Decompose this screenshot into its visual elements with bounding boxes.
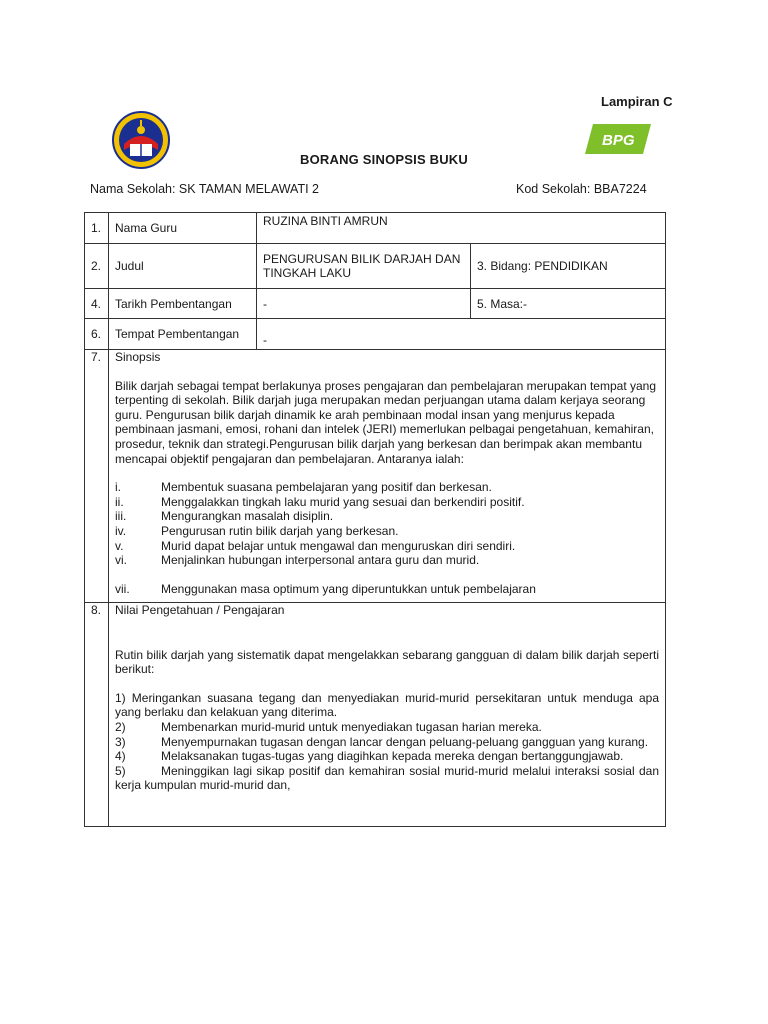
value-tarikh: - bbox=[257, 289, 471, 319]
value-tempat: - bbox=[257, 319, 666, 350]
value-masa: 5. Masa:- bbox=[471, 289, 666, 319]
value-nama-guru: RUZINA BINTI AMRUN bbox=[257, 213, 666, 244]
list-item: 4) Melaksanakan tugas-tugas yang diagihkan kepada mereka dengan bertanggungjawab. bbox=[115, 749, 624, 764]
list-item: i. Membentuk suasana pembelajaran yang positif dan berkesan. bbox=[115, 480, 492, 495]
row-sinopsis bbox=[85, 350, 666, 603]
nilai-paragraph: Rutin bilik darjah yang sistematik dapat mengelakkan sebarang gangguan di dalam bilik darjah seperti berikut: bbox=[115, 647, 659, 677]
sinopsis-paragraph: Bilik darjah sebagai tempat berlakunya proses pengajaran dan pembelajaran merupakan tempat yang terpenting di sekolah. Bilik darjah juga merupakan medan perjuangan utama dalam kerjaya seorang guru. Pengurusan bilik darjah dinamik ke arah pembinaan modal insan yang menjurus kepada pembinaan jasmani, emosi, rohani dan intelek (JERI) memerlukan pelbagai pengetahuan, kemahiran, prosedur, teknik dan strategi.Pengurusan bilik darjah yang berkesan dan berimpak akan membantu mencapai objektif pengajaran dan pembelajaran. Antaranya ialah: bbox=[115, 378, 657, 466]
sinopsis-label: Sinopsis bbox=[115, 350, 161, 364]
nilai-item-1: 1) Meringankan suasana tegang dan menyediakan murid-murid persekitaran untuk menduga apa yang berlaku dan kelakuan yang diterima. bbox=[115, 690, 659, 720]
nilai-label: Nilai Pengetahuan / Pengajaran bbox=[115, 603, 285, 617]
list-item: vii. Menggunakan masa optimum yang diperuntukkan untuk pembelajaran bbox=[115, 581, 536, 596]
form-title: BORANG SINOPSIS BUKU bbox=[300, 152, 468, 167]
row-number: 1. bbox=[85, 213, 109, 244]
list-item: vi. Menjalinkan hubungan interpersonal antara guru dan murid. bbox=[115, 553, 480, 568]
row-number: 2. bbox=[85, 244, 109, 289]
row-number: 7. bbox=[85, 350, 109, 603]
list-item: iii. Mengurangkan masalah disiplin. bbox=[115, 509, 334, 524]
school-code: Kod Sekolah: BBA7224 bbox=[516, 182, 647, 196]
synopsis-form-table bbox=[84, 212, 666, 827]
row-judul bbox=[85, 244, 666, 289]
row-tarikh bbox=[85, 289, 666, 319]
row-number: 4. bbox=[85, 289, 109, 319]
row-nama-guru bbox=[85, 213, 666, 244]
list-item: ii. Menggalakkan tingkah laku murid yang sesuai dan berkendiri positif. bbox=[115, 494, 525, 509]
value-judul: PENGURUSAN BILIK DARJAH DAN TINGKAH LAKU bbox=[257, 244, 471, 289]
value-bidang: 3. Bidang: PENDIDIKAN bbox=[471, 244, 666, 289]
row-number: 6. bbox=[85, 319, 109, 350]
label-nama-guru: Nama Guru bbox=[109, 213, 257, 244]
label-judul: Judul bbox=[109, 244, 257, 289]
list-item: 3) Menyempurnakan tugasan dengan lancar dengan peluang-peluang gangguan yang kurang. bbox=[115, 734, 649, 749]
label-tempat: Tempat Pembentangan bbox=[109, 319, 257, 350]
row-number: 8. bbox=[85, 603, 109, 827]
list-item: 2) Membenarkan murid-murid untuk menyediakan tugasan harian mereka. bbox=[115, 719, 542, 734]
list-item: iv. Pengurusan rutin bilik darjah yang berkesan. bbox=[115, 523, 399, 538]
svg-text:BPG: BPG bbox=[602, 132, 635, 149]
list-item: v. Murid dapat belajar untuk mengawal dan menguruskan diri sendiri. bbox=[115, 538, 516, 553]
row-tempat bbox=[85, 319, 666, 350]
row-nilai bbox=[85, 603, 666, 827]
sinopsis-cell bbox=[109, 350, 666, 603]
nilai-cell bbox=[109, 603, 666, 827]
label-tarikh: Tarikh Pembentangan bbox=[109, 289, 257, 319]
school-name: Nama Sekolah: SK TAMAN MELAWATI 2 bbox=[90, 182, 320, 196]
lampiran-label: Lampiran C bbox=[601, 94, 673, 109]
list-item: 5) Meninggikan lagi sikap positif dan kemahiran sosial murid-murid melalui interaksi sosial dan kerja kumpulan murid-murid dan, bbox=[115, 763, 659, 793]
sinopsis-list bbox=[115, 480, 659, 596]
